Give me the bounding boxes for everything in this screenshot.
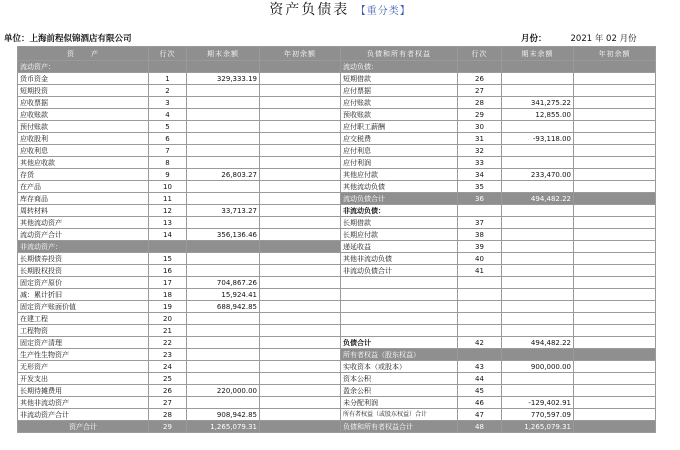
liability-line-no: 29 bbox=[458, 109, 502, 121]
report-title bbox=[0, 0, 680, 24]
liability-line-no: 27 bbox=[458, 85, 502, 97]
asset-end-balance bbox=[187, 85, 260, 97]
liability-begin-balance bbox=[574, 253, 656, 265]
asset-line-no: 4 bbox=[149, 109, 187, 121]
asset-begin-balance bbox=[260, 265, 341, 277]
asset-begin-balance bbox=[260, 85, 341, 97]
table-row bbox=[18, 85, 656, 97]
liability-item: 盈余公积 bbox=[341, 385, 458, 397]
asset-begin-balance bbox=[260, 289, 341, 301]
liability-line-no: 38 bbox=[458, 229, 502, 241]
liability-line-no: 34 bbox=[458, 169, 502, 181]
liability-item bbox=[341, 301, 458, 313]
table-row bbox=[18, 73, 656, 85]
liability-begin-balance bbox=[574, 157, 656, 169]
asset-begin-balance bbox=[260, 349, 341, 361]
table-row bbox=[18, 193, 656, 205]
liability-line-no: 39 bbox=[458, 241, 502, 253]
liability-line-no: 46 bbox=[458, 397, 502, 409]
asset-begin-balance bbox=[260, 301, 341, 313]
liability-item: 应付账款 bbox=[341, 97, 458, 109]
asset-end-balance: 1,265,079.31 bbox=[187, 421, 260, 433]
liability-end-balance bbox=[502, 61, 574, 73]
asset-begin-balance bbox=[260, 253, 341, 265]
asset-begin-balance bbox=[260, 373, 341, 385]
liability-line-no: 26 bbox=[458, 73, 502, 85]
liability-item bbox=[341, 325, 458, 337]
asset-end-balance bbox=[187, 217, 260, 229]
liability-line-no bbox=[458, 289, 502, 301]
liability-begin-balance bbox=[574, 193, 656, 205]
liability-item: 负债合计 bbox=[341, 337, 458, 349]
asset-item: 应收账款 bbox=[18, 109, 149, 121]
table-row bbox=[18, 373, 656, 385]
asset-line-no: 18 bbox=[149, 289, 187, 301]
liability-end-balance bbox=[502, 73, 574, 85]
liability-end-balance bbox=[502, 253, 574, 265]
asset-end-balance bbox=[187, 313, 260, 325]
liability-line-no: 42 bbox=[458, 337, 502, 349]
asset-end-balance bbox=[187, 109, 260, 121]
asset-line-no: 16 bbox=[149, 265, 187, 277]
liability-line-no bbox=[458, 313, 502, 325]
liability-begin-balance bbox=[574, 289, 656, 301]
asset-end-balance bbox=[187, 133, 260, 145]
asset-item: 预付账款 bbox=[18, 121, 149, 133]
table-row bbox=[18, 241, 656, 253]
liability-item: 应付职工薪酬 bbox=[341, 121, 458, 133]
liability-begin-balance bbox=[574, 169, 656, 181]
liability-begin-balance bbox=[574, 217, 656, 229]
table-row bbox=[18, 397, 656, 409]
liability-end-balance bbox=[502, 205, 574, 217]
asset-line-no: 15 bbox=[149, 253, 187, 265]
liability-item: 应交税费 bbox=[341, 133, 458, 145]
asset-end-balance bbox=[187, 145, 260, 157]
asset-line-no: 20 bbox=[149, 313, 187, 325]
asset-item: 固定资产清理 bbox=[18, 337, 149, 349]
asset-line-no: 27 bbox=[149, 397, 187, 409]
liability-item: 非流动负债： bbox=[341, 205, 458, 217]
asset-item: 短期投资 bbox=[18, 85, 149, 97]
liability-item: 长期借款 bbox=[341, 217, 458, 229]
liability-end-balance: 12,855.00 bbox=[502, 109, 574, 121]
table-row bbox=[18, 361, 656, 373]
table-row bbox=[18, 205, 656, 217]
liability-item: 所有者权益（或股东权益）合计 bbox=[341, 409, 458, 421]
asset-item: 资产合计 bbox=[18, 421, 149, 433]
liability-end-balance bbox=[502, 241, 574, 253]
liability-line-no: 33 bbox=[458, 157, 502, 169]
asset-line-no: 28 bbox=[149, 409, 187, 421]
liability-end-balance bbox=[502, 301, 574, 313]
asset-item: 长期债券投资 bbox=[18, 253, 149, 265]
table-row bbox=[18, 337, 656, 349]
asset-item: 固定资产原价 bbox=[18, 277, 149, 289]
liability-item: 应付票据 bbox=[341, 85, 458, 97]
asset-end-balance bbox=[187, 61, 260, 73]
liability-line-no: 35 bbox=[458, 181, 502, 193]
asset-line-no: 7 bbox=[149, 145, 187, 157]
asset-begin-balance bbox=[260, 61, 341, 73]
asset-end-balance: 220,000.00 bbox=[187, 385, 260, 397]
liability-line-no: 32 bbox=[458, 145, 502, 157]
asset-line-no: 5 bbox=[149, 121, 187, 133]
asset-end-balance: 15,924.41 bbox=[187, 289, 260, 301]
asset-item: 其他应收款 bbox=[18, 157, 149, 169]
liability-end-balance: 770,597.09 bbox=[502, 409, 574, 421]
liability-item: 负债和所有者权益合计 bbox=[341, 421, 458, 433]
table-row bbox=[18, 109, 656, 121]
liability-begin-balance bbox=[574, 229, 656, 241]
liability-begin-balance bbox=[574, 349, 656, 361]
liability-begin-balance bbox=[574, 181, 656, 193]
asset-item: 应收票据 bbox=[18, 97, 149, 109]
asset-line-no: 22 bbox=[149, 337, 187, 349]
liability-end-balance bbox=[502, 289, 574, 301]
liability-item: 其他应付款 bbox=[341, 169, 458, 181]
table-row bbox=[18, 253, 656, 265]
report-period bbox=[521, 32, 637, 44]
period-value: 2021 年 02 月份 bbox=[570, 34, 637, 44]
asset-begin-balance bbox=[260, 169, 341, 181]
asset-line-no: 9 bbox=[149, 169, 187, 181]
asset-line-no: 29 bbox=[149, 421, 187, 433]
liability-begin-balance bbox=[574, 241, 656, 253]
table-row bbox=[18, 145, 656, 157]
table-row bbox=[18, 61, 656, 73]
liability-begin-balance bbox=[574, 133, 656, 145]
table-row bbox=[18, 385, 656, 397]
liability-begin-balance bbox=[574, 421, 656, 433]
liability-begin-balance bbox=[574, 61, 656, 73]
liability-line-no: 30 bbox=[458, 121, 502, 133]
liability-line-no bbox=[458, 277, 502, 289]
asset-begin-balance bbox=[260, 193, 341, 205]
asset-line-no: 25 bbox=[149, 373, 187, 385]
asset-begin-balance bbox=[260, 325, 341, 337]
asset-begin-balance bbox=[260, 313, 341, 325]
liability-end-balance: -93,118.00 bbox=[502, 133, 574, 145]
liability-end-balance bbox=[502, 265, 574, 277]
liability-line-no: 37 bbox=[458, 217, 502, 229]
asset-end-balance bbox=[187, 253, 260, 265]
asset-end-balance: 688,942.85 bbox=[187, 301, 260, 313]
asset-end-balance bbox=[187, 157, 260, 169]
liability-item: 长期应付款 bbox=[341, 229, 458, 241]
asset-item: 固定资产账面价值 bbox=[18, 301, 149, 313]
liability-begin-balance bbox=[574, 277, 656, 289]
asset-begin-balance bbox=[260, 241, 341, 253]
liability-end-balance bbox=[502, 217, 574, 229]
asset-end-balance bbox=[187, 361, 260, 373]
liability-end-balance bbox=[502, 373, 574, 385]
asset-item: 流动资产合计 bbox=[18, 229, 149, 241]
asset-end-balance bbox=[187, 121, 260, 133]
asset-item: 在建工程 bbox=[18, 313, 149, 325]
liability-end-balance: 341,275.22 bbox=[502, 97, 574, 109]
liability-item: 非流动负债合计 bbox=[341, 265, 458, 277]
asset-item: 长期股权投资 bbox=[18, 265, 149, 277]
asset-line-no: 17 bbox=[149, 277, 187, 289]
asset-begin-balance bbox=[260, 385, 341, 397]
liability-item: 其他流动负债 bbox=[341, 181, 458, 193]
asset-item: 周转材料 bbox=[18, 205, 149, 217]
liability-begin-balance bbox=[574, 85, 656, 97]
liability-end-balance: 1,265,079.31 bbox=[502, 421, 574, 433]
asset-item: 开发支出 bbox=[18, 373, 149, 385]
table-row bbox=[18, 217, 656, 229]
liability-line-no: 47 bbox=[458, 409, 502, 421]
asset-end-balance bbox=[187, 373, 260, 385]
table-row bbox=[18, 157, 656, 169]
asset-end-balance: 908,942.85 bbox=[187, 409, 260, 421]
liability-item: 短期借款 bbox=[341, 73, 458, 85]
asset-item: 无形资产 bbox=[18, 361, 149, 373]
col-begin-balance-2: 年初余额 bbox=[574, 47, 656, 61]
liability-end-balance bbox=[502, 325, 574, 337]
asset-line-no: 6 bbox=[149, 133, 187, 145]
liability-begin-balance bbox=[574, 361, 656, 373]
asset-item: 货币资金 bbox=[18, 73, 149, 85]
asset-line-no: 11 bbox=[149, 193, 187, 205]
table-row bbox=[18, 121, 656, 133]
table-header-row bbox=[18, 47, 656, 61]
period-label: 月份： bbox=[521, 34, 547, 44]
asset-begin-balance bbox=[260, 205, 341, 217]
col-assets: 资 产 bbox=[18, 47, 149, 61]
liability-end-balance: -129,402.91 bbox=[502, 397, 574, 409]
liability-begin-balance bbox=[574, 385, 656, 397]
asset-line-no: 24 bbox=[149, 361, 187, 373]
asset-end-balance bbox=[187, 181, 260, 193]
asset-end-balance bbox=[187, 397, 260, 409]
liability-line-no: 43 bbox=[458, 361, 502, 373]
asset-line-no: 2 bbox=[149, 85, 187, 97]
liability-line-no: 36 bbox=[458, 193, 502, 205]
asset-line-no: 3 bbox=[149, 97, 187, 109]
asset-line-no: 23 bbox=[149, 349, 187, 361]
liability-begin-balance bbox=[574, 337, 656, 349]
asset-end-balance bbox=[187, 325, 260, 337]
asset-end-balance: 26,803.27 bbox=[187, 169, 260, 181]
liability-item: 实收资本（或股本） bbox=[341, 361, 458, 373]
table-row bbox=[18, 169, 656, 181]
liability-item bbox=[341, 289, 458, 301]
asset-item: 非流动资产合计 bbox=[18, 409, 149, 421]
col-line-no-2: 行次 bbox=[458, 47, 502, 61]
liability-line-no: 31 bbox=[458, 133, 502, 145]
asset-begin-balance bbox=[260, 409, 341, 421]
liability-line-no bbox=[458, 205, 502, 217]
asset-begin-balance bbox=[260, 157, 341, 169]
asset-item: 其他流动资产 bbox=[18, 217, 149, 229]
liability-item: 应付利息 bbox=[341, 145, 458, 157]
asset-begin-balance bbox=[260, 121, 341, 133]
liability-begin-balance bbox=[574, 121, 656, 133]
liability-end-balance bbox=[502, 313, 574, 325]
asset-end-balance: 33,713.27 bbox=[187, 205, 260, 217]
liability-item: 流动负债合计 bbox=[341, 193, 458, 205]
asset-end-balance bbox=[187, 193, 260, 205]
asset-line-no: 14 bbox=[149, 229, 187, 241]
liability-item: 所有者权益（股东权益） bbox=[341, 349, 458, 361]
asset-item: 生产性生物资产 bbox=[18, 349, 149, 361]
liability-begin-balance bbox=[574, 325, 656, 337]
liability-begin-balance bbox=[574, 397, 656, 409]
table-row bbox=[18, 277, 656, 289]
liability-begin-balance bbox=[574, 301, 656, 313]
table-row bbox=[18, 421, 656, 433]
liability-end-balance bbox=[502, 229, 574, 241]
liability-end-balance bbox=[502, 145, 574, 157]
asset-begin-balance bbox=[260, 97, 341, 109]
table-row bbox=[18, 325, 656, 337]
asset-end-balance bbox=[187, 241, 260, 253]
asset-begin-balance bbox=[260, 133, 341, 145]
table-row bbox=[18, 313, 656, 325]
asset-begin-balance bbox=[260, 73, 341, 85]
table-row bbox=[18, 265, 656, 277]
liability-end-balance bbox=[502, 277, 574, 289]
liability-line-no: 44 bbox=[458, 373, 502, 385]
liability-line-no: 48 bbox=[458, 421, 502, 433]
liability-line-no bbox=[458, 325, 502, 337]
table-row bbox=[18, 301, 656, 313]
company-unit: 单位：上海前程似锦酒店有限公司 bbox=[4, 34, 132, 44]
reclassified-tag: 【重分类】 bbox=[355, 6, 411, 17]
asset-end-balance bbox=[187, 265, 260, 277]
asset-end-balance: 329,333.19 bbox=[187, 73, 260, 85]
asset-line-no: 8 bbox=[149, 157, 187, 169]
asset-line-no bbox=[149, 61, 187, 73]
liability-begin-balance bbox=[574, 109, 656, 121]
asset-end-balance bbox=[187, 349, 260, 361]
asset-begin-balance bbox=[260, 397, 341, 409]
liability-end-balance bbox=[502, 349, 574, 361]
asset-line-no bbox=[149, 241, 187, 253]
liability-begin-balance bbox=[574, 373, 656, 385]
liability-begin-balance bbox=[574, 265, 656, 277]
liability-line-no bbox=[458, 301, 502, 313]
liability-end-balance: 233,470.00 bbox=[502, 169, 574, 181]
col-end-balance: 期末余额 bbox=[187, 47, 260, 61]
asset-begin-balance bbox=[260, 109, 341, 121]
asset-line-no: 21 bbox=[149, 325, 187, 337]
report-title-text: 资产负债表 bbox=[269, 2, 350, 18]
col-end-balance-2: 期末余额 bbox=[502, 47, 574, 61]
asset-begin-balance bbox=[260, 421, 341, 433]
liability-begin-balance bbox=[574, 313, 656, 325]
table-row bbox=[18, 229, 656, 241]
liability-item: 流动负债： bbox=[341, 61, 458, 73]
asset-begin-balance bbox=[260, 181, 341, 193]
table-row bbox=[18, 133, 656, 145]
liability-item: 未分配利润 bbox=[341, 397, 458, 409]
liability-end-balance: 494,482.22 bbox=[502, 337, 574, 349]
asset-begin-balance bbox=[260, 361, 341, 373]
liability-item bbox=[341, 313, 458, 325]
balance-sheet-table bbox=[17, 46, 656, 433]
liability-begin-balance bbox=[574, 73, 656, 85]
asset-item: 工程物资 bbox=[18, 325, 149, 337]
asset-begin-balance bbox=[260, 337, 341, 349]
asset-item: 非流动资产： bbox=[18, 241, 149, 253]
liability-item: 预收账款 bbox=[341, 109, 458, 121]
asset-item: 流动资产： bbox=[18, 61, 149, 73]
asset-line-no: 12 bbox=[149, 205, 187, 217]
asset-end-balance bbox=[187, 97, 260, 109]
table-row bbox=[18, 289, 656, 301]
liability-end-balance: 494,482.22 bbox=[502, 193, 574, 205]
liability-begin-balance bbox=[574, 205, 656, 217]
table-row bbox=[18, 181, 656, 193]
asset-begin-balance bbox=[260, 229, 341, 241]
asset-begin-balance bbox=[260, 217, 341, 229]
asset-item: 应收股利 bbox=[18, 133, 149, 145]
asset-item: 其他非流动资产 bbox=[18, 397, 149, 409]
liability-item: 递延收益 bbox=[341, 241, 458, 253]
asset-item: 存货 bbox=[18, 169, 149, 181]
liability-line-no: 45 bbox=[458, 385, 502, 397]
col-liabilities-equity: 负债和所有者权益 bbox=[341, 47, 458, 61]
asset-line-no: 26 bbox=[149, 385, 187, 397]
asset-begin-balance bbox=[260, 145, 341, 157]
liability-line-no: 40 bbox=[458, 253, 502, 265]
liability-end-balance bbox=[502, 85, 574, 97]
liability-item bbox=[341, 277, 458, 289]
col-begin-balance: 年初余额 bbox=[260, 47, 341, 61]
asset-begin-balance bbox=[260, 277, 341, 289]
asset-line-no: 13 bbox=[149, 217, 187, 229]
asset-line-no: 1 bbox=[149, 73, 187, 85]
table-row bbox=[18, 97, 656, 109]
col-line-no: 行次 bbox=[149, 47, 187, 61]
liability-begin-balance bbox=[574, 145, 656, 157]
asset-end-balance: 704,867.26 bbox=[187, 277, 260, 289]
liability-begin-balance bbox=[574, 97, 656, 109]
liability-item: 应付利润 bbox=[341, 157, 458, 169]
liability-end-balance bbox=[502, 157, 574, 169]
liability-item: 其他非流动负债 bbox=[341, 253, 458, 265]
liability-line-no: 41 bbox=[458, 265, 502, 277]
liability-end-balance: 900,000.00 bbox=[502, 361, 574, 373]
liability-begin-balance bbox=[574, 409, 656, 421]
table-body bbox=[18, 61, 656, 433]
liability-line-no: 28 bbox=[458, 97, 502, 109]
liability-item: 资本公积 bbox=[341, 373, 458, 385]
asset-item: 长期待摊费用 bbox=[18, 385, 149, 397]
asset-item: 库存商品 bbox=[18, 193, 149, 205]
liability-end-balance bbox=[502, 181, 574, 193]
asset-item: 在产品 bbox=[18, 181, 149, 193]
liability-end-balance bbox=[502, 385, 574, 397]
liability-end-balance bbox=[502, 121, 574, 133]
asset-end-balance bbox=[187, 337, 260, 349]
liability-line-no bbox=[458, 349, 502, 361]
asset-line-no: 10 bbox=[149, 181, 187, 193]
table-row bbox=[18, 349, 656, 361]
asset-line-no: 19 bbox=[149, 301, 187, 313]
liability-line-no bbox=[458, 61, 502, 73]
asset-end-balance: 356,136.46 bbox=[187, 229, 260, 241]
table-row bbox=[18, 409, 656, 421]
asset-item: 减：累计折旧 bbox=[18, 289, 149, 301]
asset-item: 应收利息 bbox=[18, 145, 149, 157]
